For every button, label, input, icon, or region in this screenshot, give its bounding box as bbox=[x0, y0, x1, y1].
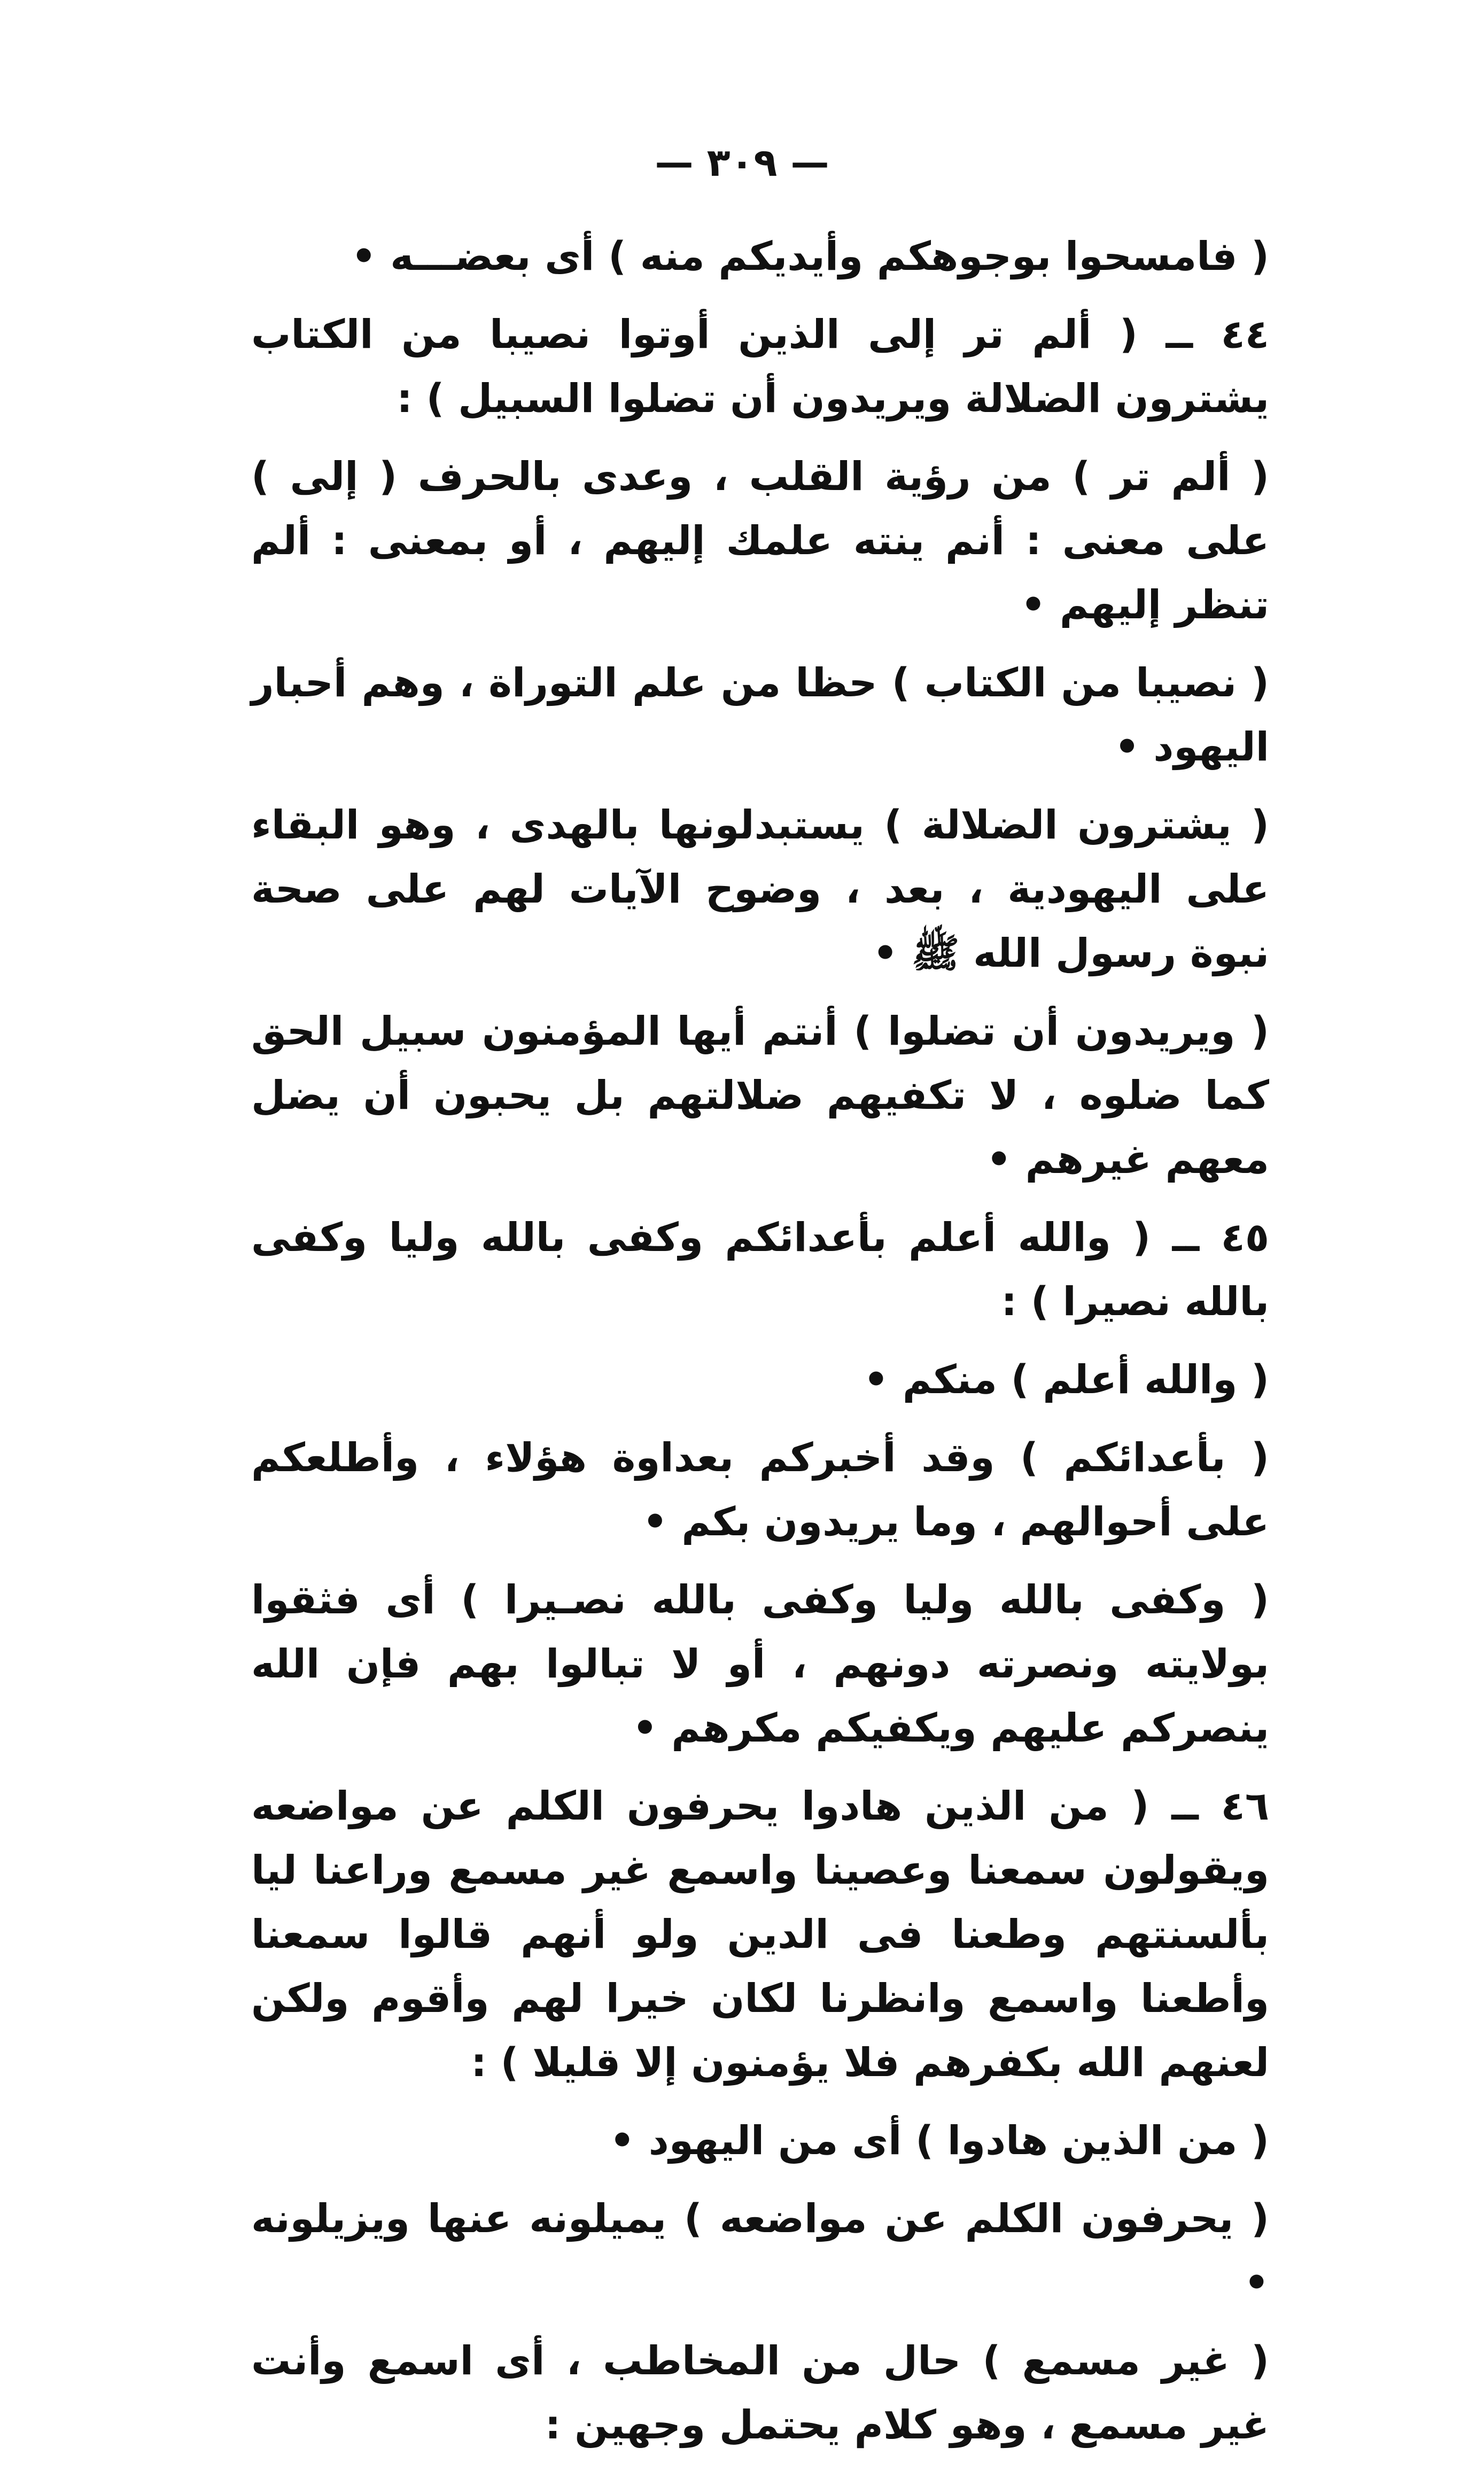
paragraph-14: ( غير مسمع ) حال من المخاطب ، أى اسمع وأنت غير مسمع ، وهو كلام يحتمل وجهين : bbox=[251, 2338, 1269, 2448]
paragraph-11: ٤٦ ــ ( من الذين هادوا يحرفون الكلم عن مواضعه ويقولون سمعنا وعصينا واسمع غير مسمع وراعنا ليا بألسنتهم وطعنا فى الدين ولو أنهم قالوا سمعنا وأطعنا واسمع وانظرنا لكان خيرا لهم وأقوم ولكن لعنهم الله بكفرهم فلا يؤمنون إلا قليلا ) : bbox=[251, 1783, 1269, 2086]
paragraph-4: ( نصيبا من الكتاب ) حظا من علم التوراة ، وهم أحبار اليهود • bbox=[251, 660, 1269, 770]
paragraph-3: ( ألم تر ) من رؤية القلب ، وعدى بالحرف ( إلى ) على معنى : أنم ينته علمك إليهم ، أو بمعنى : ألم تنظر إليهم • bbox=[251, 454, 1269, 628]
paragraph-7: ٤٥ ــ ( والله أعلم بأعدائكم وكفى بالله وليا وكفى بالله نصيرا ) : bbox=[251, 1215, 1269, 1325]
paragraph-1: ( فامسحوا بوجوهكم وأيديكم منه ) أى بعضـــه • bbox=[351, 234, 1269, 279]
paragraph-5: ( يشترون الضلالة ) يستبدلونها بالهدى ، وهو البقاء على اليهودية ، بعد ، وضوح الآيات لهم على صحة نبوة رسول الله ﷺ • bbox=[251, 802, 1269, 976]
paragraph-10: ( وكفى بالله وليا وكفى بالله نصـيرا ) أى فثقوا بولايته ونصرته دونهم ، أو لا تبالوا بهم فإن الله ينصركم عليهم ويكفيكم مكرهم • bbox=[251, 1577, 1269, 1751]
page-number: — ٣٠٩ — bbox=[655, 140, 829, 185]
paragraph-13: ( يحرفون الكلم عن مواضعه ) يميلونه عنها ويزيلونه • bbox=[251, 2196, 1269, 2306]
paragraph-6: ( ويريدون أن تضلوا ) أنتم أيها المؤمنون سبيل الحق كما ضلوه ، لا تكفيهم ضلالتهم بل يحبون أن يضل معهم غيرهم • bbox=[251, 1008, 1269, 1183]
paragraph-8: ( والله أعلم ) منكم • bbox=[863, 1357, 1269, 1403]
text-body bbox=[251, 224, 1269, 2471]
paragraph-12: ( من الذين هادوا ) أى من اليهود • bbox=[609, 2118, 1269, 2164]
paragraph-2: ٤٤ ــ ( ألم تر إلى الذين أوتوا نصيبا من الكتاب يشترون الضلالة ويريدون أن تضلوا السبيل ) : bbox=[251, 312, 1269, 422]
paragraph-9: ( بأعدائكم ) وقد أخبركم بعداوة هؤلاء ، وأطلعكم على أحوالهم ، وما يريدون بكم • bbox=[251, 1435, 1269, 1545]
